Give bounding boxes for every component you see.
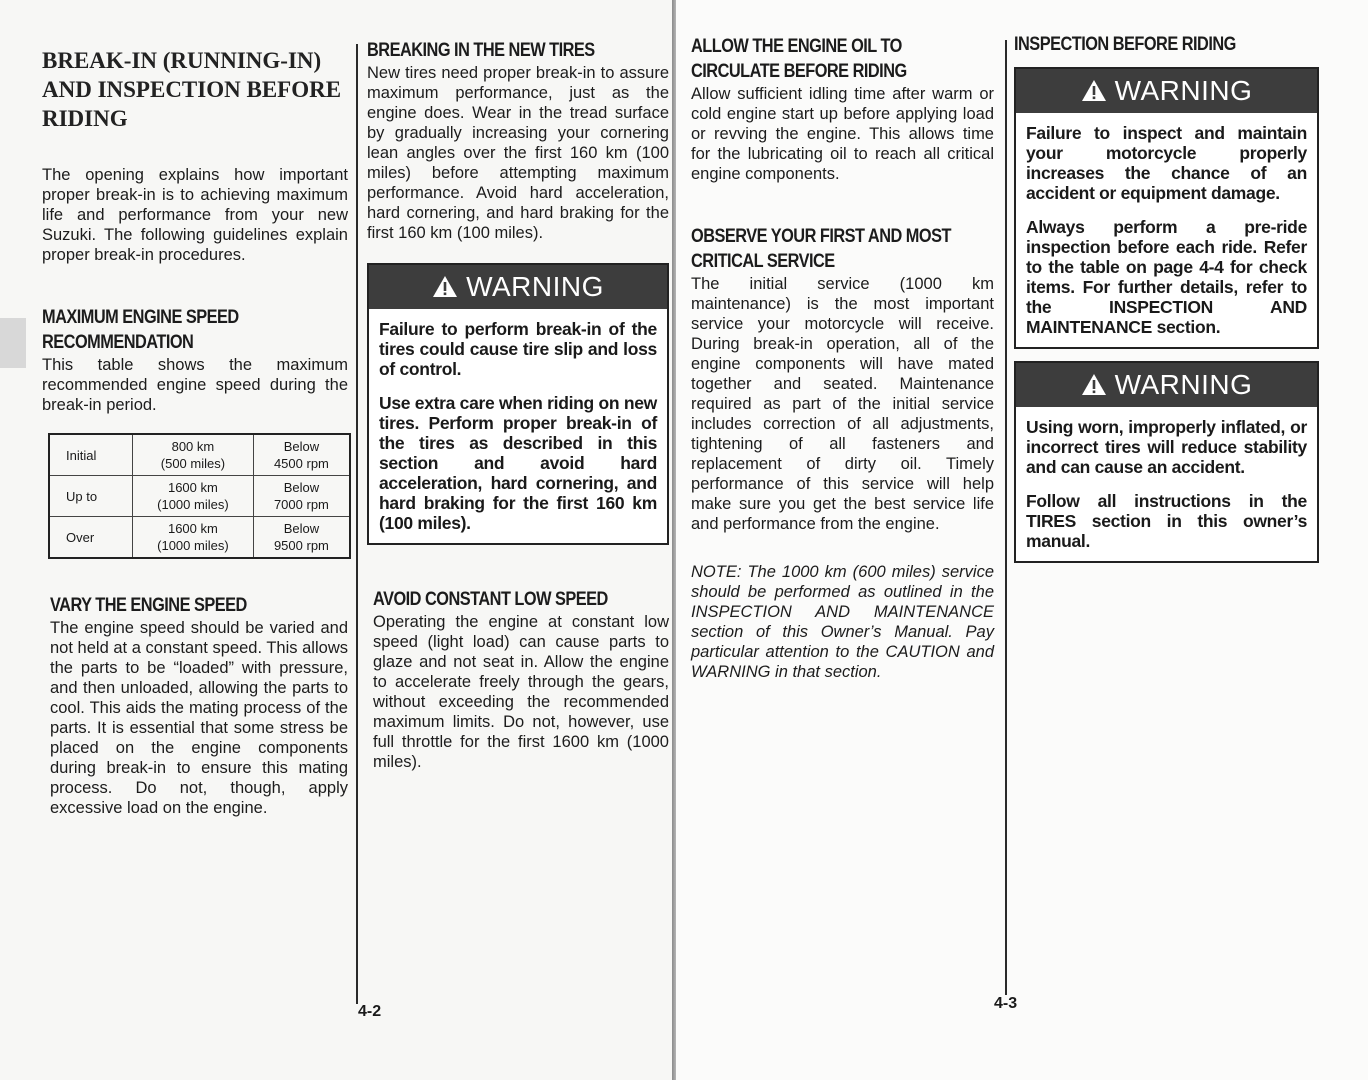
page-number: 4-3	[994, 995, 1018, 1012]
left-column-2	[367, 38, 669, 772]
warning-text-1: Using worn, improperly inflated, or incorrect tires will reduce stability and can cause an accident.	[1026, 417, 1307, 477]
oil-paragraph: Allow sufficient idling time after warm or cold engine start up before applying load or revving the engine. This allows time for the lubricating oil to reach all critical engine components.	[691, 85, 994, 183]
table-cell-label: Over	[49, 517, 133, 559]
tires-condition-warning-box	[1014, 361, 1319, 563]
right-column-2	[1014, 32, 1319, 563]
warning-label: WARNING	[1114, 369, 1253, 400]
table-cell-label: Initial	[49, 434, 133, 476]
oil-heading-line2: CIRCULATE BEFORE RIDING	[691, 61, 907, 82]
service-heading-line2: CRITICAL SERVICE	[691, 251, 835, 272]
warning-body	[1016, 407, 1317, 561]
warning-body	[369, 309, 667, 543]
table-cell-distance: 1600 km (1000 miles)	[133, 476, 254, 517]
warning-body	[1016, 113, 1317, 347]
section-tab-marker	[0, 318, 26, 368]
page-number: 4-2	[358, 1003, 382, 1020]
max-speed-heading	[42, 305, 348, 355]
column-divider	[1005, 40, 1007, 995]
service-paragraph: The initial service (1000 km maintenance) is the most important service your motorcycle will receive. During break-in operation, all of the engine components will have mated together and seated. Maintenance required as part of the initial service includes correction of all adjustments, tightening of all fasteners and replacement of dirty oil. Timely performance of this service will help make sure you get the best service life and performance from the engine.	[691, 275, 994, 533]
warning-triangle-icon	[1081, 79, 1107, 102]
warning-text-2: Follow all instructions in the TIRES section in this owner’s manual.	[1026, 491, 1307, 551]
warning-text-1: Failure to inspect and maintain your motorcycle properly increases the chance of an accident or equipment damage.	[1026, 123, 1307, 203]
low-speed-heading: AVOID CONSTANT LOW SPEED	[373, 589, 608, 610]
max-speed-heading-line1: MAXIMUM ENGINE SPEED	[42, 307, 239, 328]
table-cell-limit: Below 9500 rpm	[253, 517, 350, 559]
vary-speed-heading: VARY THE ENGINE SPEED	[50, 595, 247, 616]
warning-header	[1016, 69, 1317, 113]
vary-speed-paragraph: The engine speed should be varied and not held at a constant speed. This allows the parts to be “loaded” with pressure, and then unloaded, allowing the parts to cool. This aids the mating process of the parts. It is essential that some stress be placed on the engine components during break-in to ensure this mating process. Do not, though, apply excessive load on the engine.	[50, 619, 348, 817]
right-column-1	[691, 34, 994, 682]
intro-paragraph: The opening explains how important proper break-in is to achieving maximum life and performance from your new Suzuki. The following guidelines explain proper break-in procedures.	[42, 166, 348, 264]
warning-label: WARNING	[1114, 75, 1253, 106]
table-row	[49, 434, 350, 476]
low-speed-paragraph: Operating the engine at constant low speed (light load) can cause parts to glaze and not seat in. Allow the engine to accelerate freely through the gears, without exceeding the recommended maximum limits. Do not, however, use full throttle for the first 1600 km (1000 miles).	[373, 613, 669, 771]
warning-label: WARNING	[466, 271, 604, 302]
table-cell-distance: 800 km (500 miles)	[133, 434, 254, 476]
tires-heading: BREAKING IN THE NEW TIRES	[367, 40, 595, 61]
service-heading-line1: OBSERVE YOUR FIRST AND MOST	[691, 226, 951, 247]
inspection-warning-box	[1014, 67, 1319, 349]
right-page	[676, 0, 1368, 1080]
inspection-heading: INSPECTION BEFORE RIDING	[1014, 34, 1236, 55]
column-divider	[356, 44, 358, 1004]
max-speed-paragraph: This table shows the maximum recommended engine speed during the break-in period.	[42, 356, 348, 414]
left-column-1	[42, 46, 348, 818]
max-speed-heading-line2: RECOMMENDATION	[42, 332, 194, 353]
table-cell-distance: 1600 km (1000 miles)	[133, 517, 254, 559]
oil-heading	[691, 34, 994, 84]
tires-warning-box	[367, 263, 669, 545]
warning-triangle-icon	[1081, 373, 1107, 396]
warning-header	[369, 265, 667, 309]
warning-triangle-icon	[432, 275, 458, 298]
warning-text-2: Always perform a pre-ride inspection before each ride. Refer to the table on page 4-4 for check items. For further details, refer to the INSPECTION AND MAINTENANCE section.	[1026, 217, 1307, 337]
table-cell-limit: Below 7000 rpm	[253, 476, 350, 517]
oil-heading-line1: ALLOW THE ENGINE OIL TO	[691, 36, 902, 57]
break-in-rpm-table	[48, 433, 351, 559]
table-row	[49, 517, 350, 559]
warning-text-1: Failure to perform break-in of the tires could cause tire slip and loss of control.	[379, 319, 657, 379]
tires-paragraph: New tires need proper break-in to assure maximum performance, just as the engine does. Wear in the tread surface by gradually increasing your cornering lean angles over the first 160 km (100 miles) before attempting maximum performance. Avoid hard acceleration, hard cornering, and hard braking for the first 160 km (100 miles).	[367, 64, 669, 242]
service-note: NOTE: The 1000 km (600 miles) service should be performed as outlined in the INSPECTION AND MAINTENANCE section of this Owner’s Manual. Pay particular attention to the CAUTION and WARNING in that section.	[691, 563, 994, 681]
service-heading	[691, 224, 994, 274]
table-cell-label: Up to	[49, 476, 133, 517]
warning-header	[1016, 363, 1317, 407]
warning-text-2: Use extra care when riding on new tires. Perform proper break-in of the tires as described in this section and avoid hard acceleration, hard cornering, and hard braking for the first 160 km (100 miles).	[379, 393, 657, 533]
table-cell-limit: Below 4500 rpm	[253, 434, 350, 476]
table-row	[49, 476, 350, 517]
page-title: BREAK-IN (RUNNING-IN) AND INSPECTION BEFORE RIDING	[42, 48, 342, 131]
